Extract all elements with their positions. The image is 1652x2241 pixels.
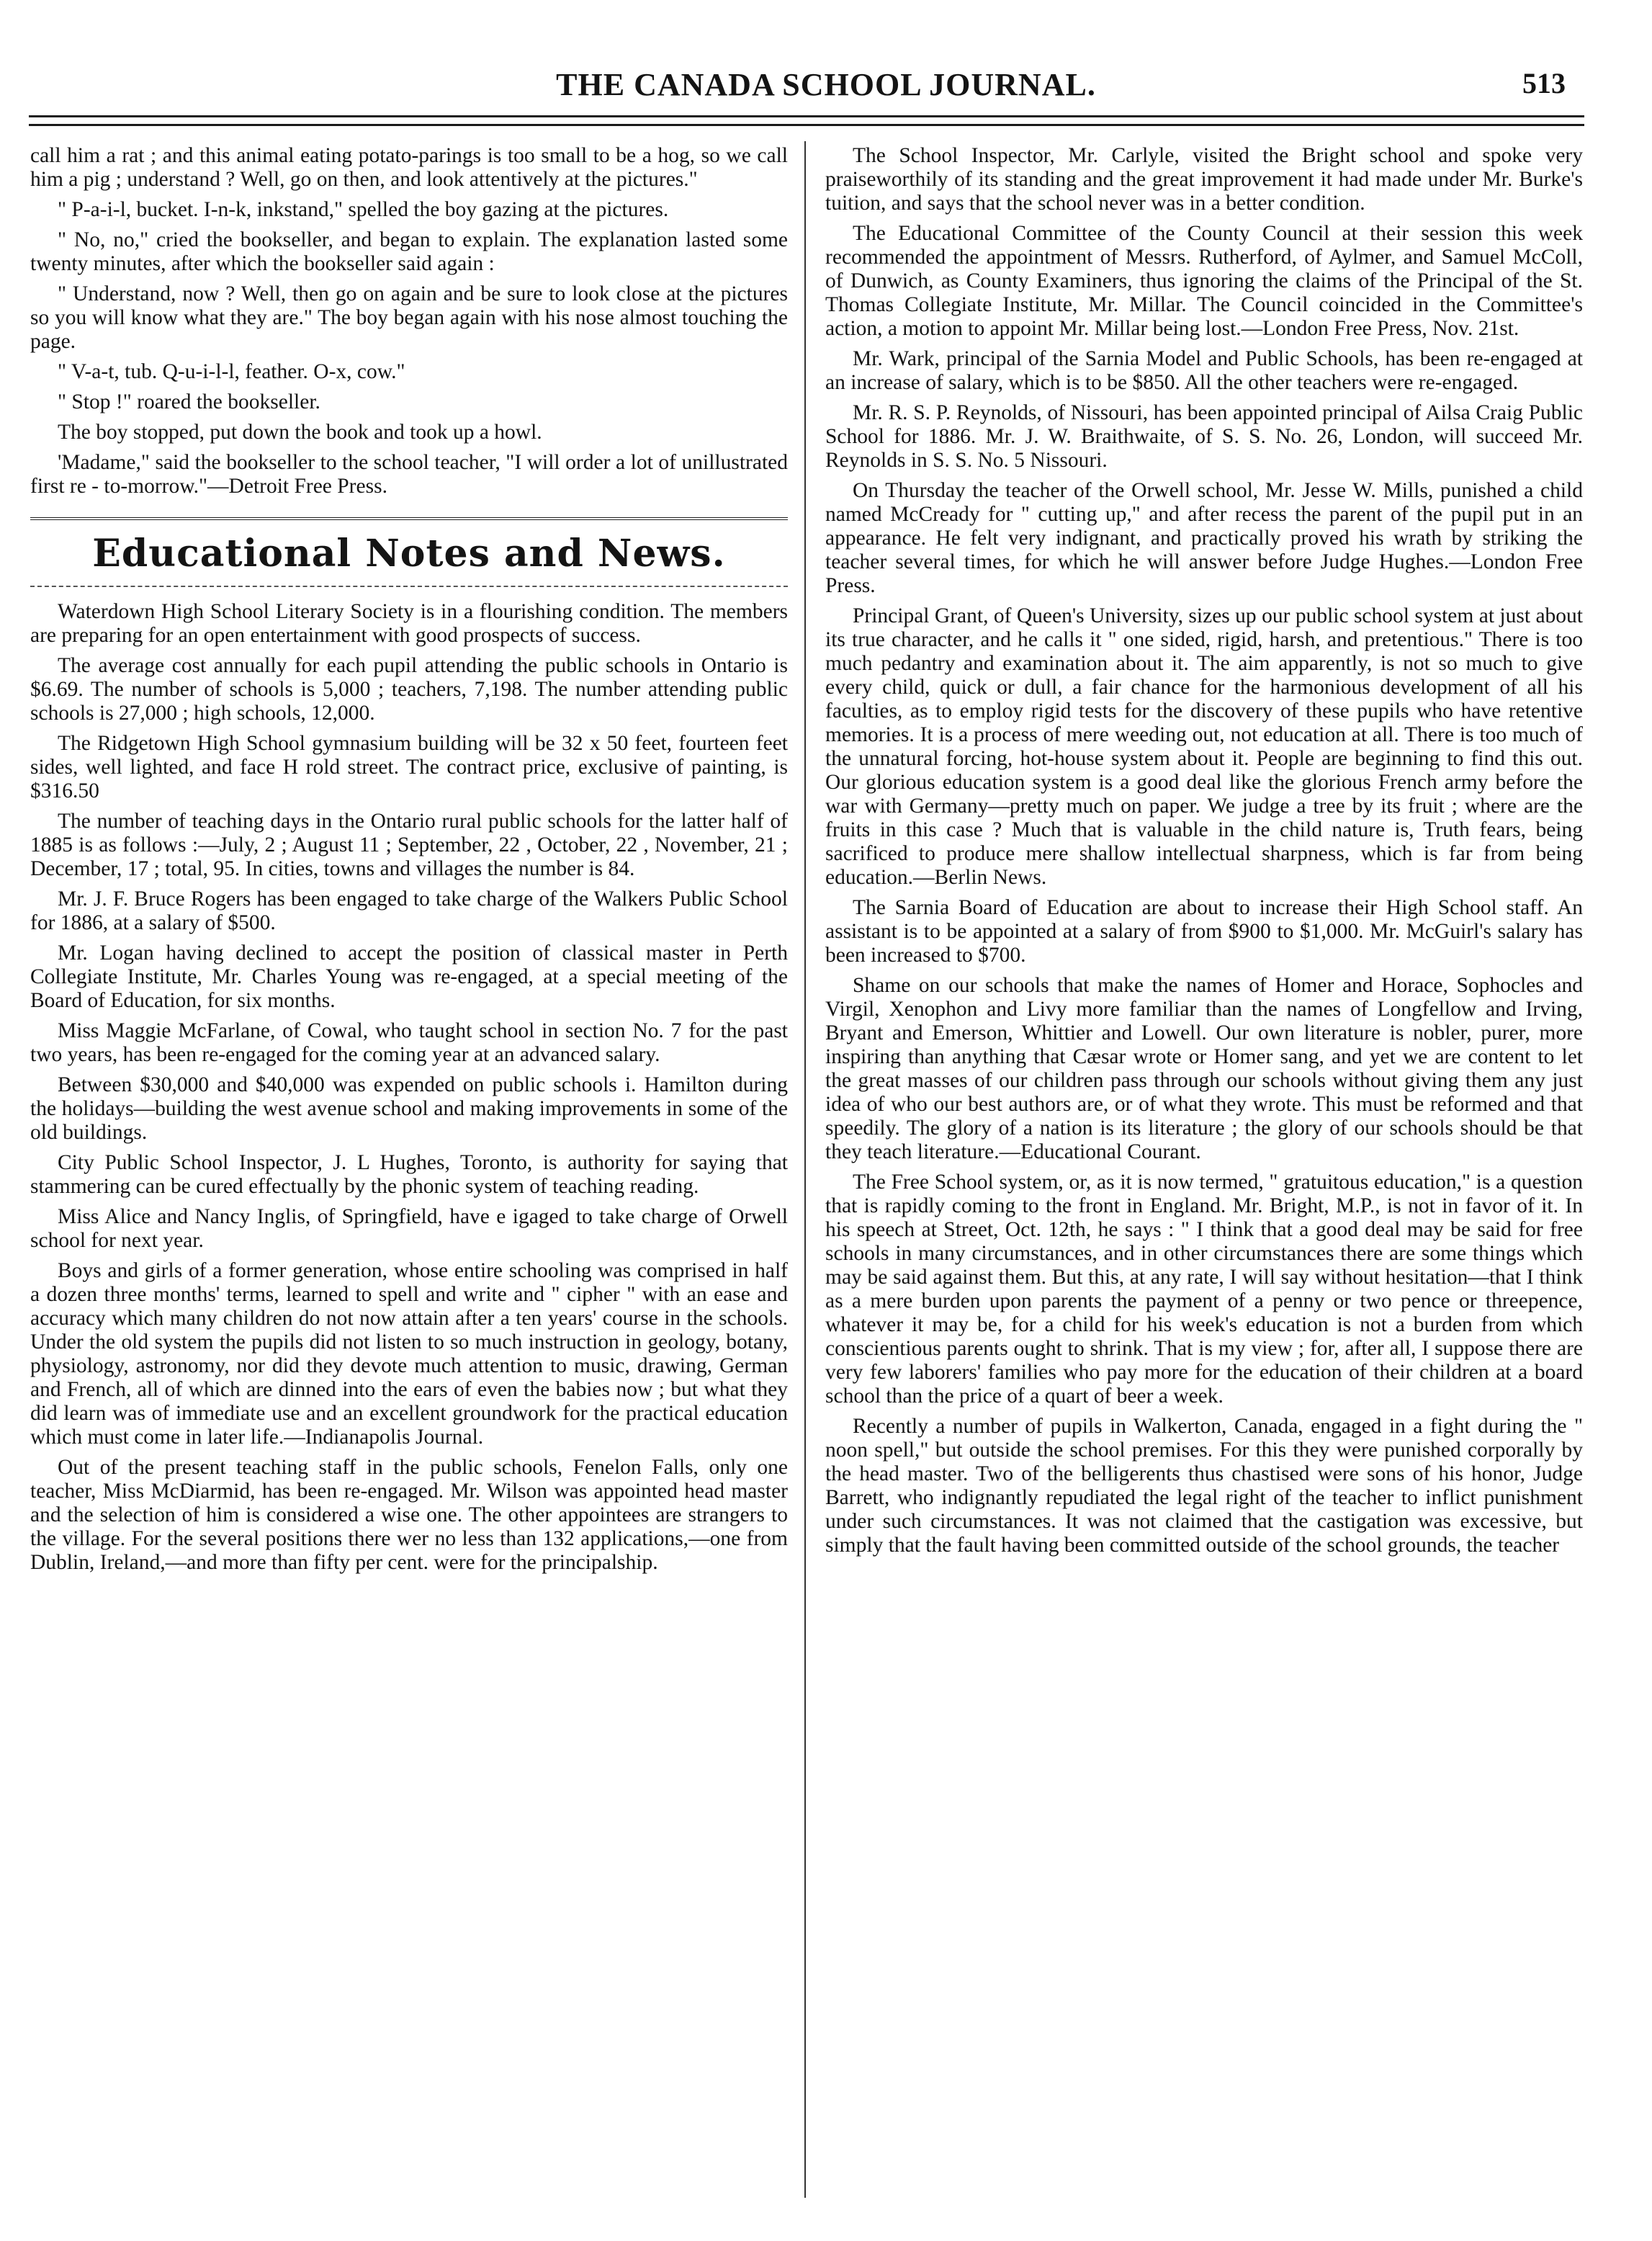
news-paragraph: The Sarnia Board of Education are about to increase their High School staff. An assistant is to be appointed at a salary of from $900 to $1,000. Mr. McGuirl's salary has been increased to $700.	[825, 896, 1583, 967]
news-paragraph: Miss Maggie McFarlane, of Cowal, who taught school in section No. 7 for the past two years, has been re-engaged for the coming year at an advanced salary.	[30, 1019, 788, 1066]
news-paragraph: Miss Alice and Nancy Inglis, of Springfield, have e igaged to take charge of Orwell school for next year.	[30, 1205, 788, 1252]
news-paragraph: Waterdown High School Literary Society is in a flourishing condition. The members are preparing for an open entertainment with good prospects of success.	[30, 600, 788, 647]
page-number: 513	[1522, 67, 1566, 99]
story-paragraph: " P-a-i-l, bucket. I-n-k, inkstand," spelled the boy gazing at the pictures.	[58, 198, 669, 221]
story-paragraph: " Stop !" roared the bookseller.	[58, 390, 320, 413]
column-divider	[804, 141, 806, 2198]
news-paragraph: The number of teaching days in the Ontario rural public schools for the latter half of 1885 is as follows :—July, 2 ; August 11 ; September, 22 , October, 22 , November, 21 ; December, 17 ; total, 95. In cities, towns and villages the number is 84.	[30, 810, 788, 880]
journal-title: THE CANADA SCHOOL JOURNAL.	[556, 67, 1096, 102]
story-continuation	[30, 144, 788, 498]
news-paragraph: Recently a number of pupils in Walkerton, Canada, engaged in a fight during the " noon spell," but outside the school premises. For this they were punished corporally by the head master. Two of the belligerents thus chastised were sons of his honor, Judge Barrett, who indignantly repudiated the legal right of the teacher to inflict punishment under such circumstances. It was not claimed that the castigation was excessive, but simply that the fault having been committed outside of the school grounds, the teacher	[825, 1415, 1583, 1557]
news-paragraph: Out of the present teaching staff in the public schools, Fenelon Falls, only one teacher, Miss McDiarmid, has been re-engaged. Mr. Wilson was appointed head master and the selection of him is considered a wise one. The other appointees are strangers to the village. For the several positions there wer no less than 132 applications,—one from Dublin, Ireland,—and more than fifty per cent. were for the principalship.	[30, 1456, 788, 1574]
news-paragraph: The average cost annually for each pupil attending the public schools in Ontario is $6.69. The number of schools is 5,000 ; teachers, 7,198. The number attending public schools is 27,000 ; high schools, 12,000.	[30, 654, 788, 725]
news-paragraph: Principal Grant, of Queen's University, sizes up our public school system at just about its true character, and he calls it " one sided, rigid, harsh, and pretentious." There is too much pedantry and examination about it. The aim apparently, is not so much to give every child, quick or dull, a fair chance for the harmonious development of all his faculties, as to employ rigid tests for the discovery of these pupils who have retentive memories. It is a process of mere weeding out, not education at all. There is too much of the unnatural forcing, hot-house system about it. People are beginning to find this out. Our glorious education system is a good deal like the glorious French army before the war with Germany—pretty much on paper. We judge a tree by its fruit ; where are the fruits in this case ? Much that is valuable in the child nature is, Truth fears, being sacrificed to produce mere shallow intellectual sharpness, which is far from being education.—Berlin News.	[825, 604, 1583, 889]
news-items	[30, 600, 788, 1575]
story-paragraph: The boy stopped, put down the book and took up a howl.	[58, 421, 542, 444]
story-paragraph: call him a rat ; and this animal eating potato-parings is too small to be a hog, so we call him a pig ; understand ? Well, go on then, and look attentively at the pictures."	[30, 144, 788, 191]
right-column	[825, 144, 1583, 1564]
news-paragraph: Between $30,000 and $40,000 was expended on public schools i. Hamilton during the holidays—building the west avenue school and making improvements in some of the old buildings.	[30, 1073, 788, 1144]
story-paragraph: 'Madame," said the bookseller to the school teacher, "I will order a lot of unillustrated first re - to-morrow."—Detroit Free Press.	[30, 451, 788, 498]
news-paragraph: Mr. Wark, principal of the Sarnia Model and Public Schools, has been re-engaged at an increase of salary, which is to be $850. All the other teachers were re-engaged.	[825, 347, 1583, 394]
section-divider	[30, 517, 788, 520]
news-paragraph: Boys and girls of a former generation, whose entire schooling was comprised in half a dozen three months' terms, learned to spell and write and " cipher " with an ease and accuracy which many children do not now attain after a ten years' course in the schools. Under the old system the pupils did not listen to so much instruction in geology, botany, physiology, astronomy, nor did they devote much attention to music, drawing, German and French, all of which are dinned into the ears of even the babies now ; but what they did learn was of immediate use and an excellent groundwork for the practical education which must come in later life.—Indianapolis Journal.	[30, 1259, 788, 1449]
heading-dash-rule	[30, 586, 788, 587]
news-paragraph: Shame on our schools that make the names of Homer and Horace, Sophocles and Virgil, Xenophon and Livy more familiar than the names of Longfellow and Irving, Bryant and Emerson, Whittier and Lowell. Our own literature is nobler, purer, more inspiring than anything that Cæsar wrote or Homer sang, and yet we are content to let the great masses of our children pass through our schools without giving them any just idea of who our best authors are, or of what they wrote. This must be reformed and that speedily. The glory of a nation is its literature ; the glory of our schools should be that they teach literature.—Educational Courant.	[825, 974, 1583, 1163]
left-column	[30, 144, 788, 1581]
news-paragraph: Mr. J. F. Bruce Rogers has been engaged to take charge of the Walkers Public School for 1886, at a salary of $500.	[30, 887, 788, 934]
story-paragraph: " V-a-t, tub. Q-u-i-l-l, feather. O-x, cow."	[58, 360, 405, 383]
news-paragraph: The School Inspector, Mr. Carlyle, visited the Bright school and spoke very praiseworthily of its standing and the great improvement it had made under Mr. Burke's tuition, and says that the school never was in a better condition.	[825, 144, 1583, 215]
header-rule-bottom	[29, 124, 1584, 126]
news-paragraph: The Free School system, or, as it is now termed, " gratuitous education," is a question that is rapidly coming to the front in England. Mr. Bright, M.P., is not in favor of it. In his speech at Street, Oct. 12th, he says : " I think that a good deal may be said for free schools in many circumstances, and in other circumstances there are some things which may be said against them. But this, at any rate, I will say without hesitation—that I think as a mere burden upon parents the payment of a penny or two pence or threepence, whatever it may be, for a child for his week's education is not a burden from which conscientious parents ought to shrink. That is my view ; for, after all, I suppose there are very few laborers' families who pay more for the education of their children at a board school than the price of a quart of beer a week.	[825, 1171, 1583, 1408]
news-paragraph: Mr. Logan having declined to accept the position of classical master in Perth Collegiate Institute, Mr. Charles Young was re-engaged, at a special meeting of the Board of Education, for six months.	[30, 941, 788, 1012]
story-paragraph: " No, no," cried the bookseller, and began to explain. The explanation lasted some twenty minutes, after which the bookseller said again :	[30, 228, 788, 275]
section-heading: Educational Notes and News.	[92, 532, 726, 576]
news-paragraph: City Public School Inspector, J. L Hughes, Toronto, is authority for saying that stammering can be cured effectually by the phonic system of teaching reading.	[30, 1151, 788, 1198]
news-paragraph: The Educational Committee of the County Council at their session this week recommended the appointment of Messrs. Rutherford, of Aylmer, and Samuel McColl, of Dunwich, as County Examiners, thus ignoring the claims of the Principal of the St. Thomas Collegiate Institute, Mr. Millar. The Council coincided in the Committee's action, a motion to appoint Mr. Millar being lost.—London Free Press, Nov. 21st.	[825, 222, 1583, 340]
news-paragraph: Mr. R. S. P. Reynolds, of Nissouri, has been appointed principal of Ailsa Craig Public School for 1886. Mr. J. W. Braithwaite, of S. S. No. 26, London, will succeed Mr. Reynolds in S. S. No. 5 Nissouri.	[825, 401, 1583, 472]
header-rule-top	[29, 115, 1584, 117]
news-paragraph: The Ridgetown High School gymnasium building will be 32 x 50 feet, fourteen feet sides, well lighted, and face H rold street. The contract price, exclusive of painting, is $316.50	[30, 732, 788, 802]
story-paragraph: " Understand, now ? Well, then go on again and be sure to look close at the pictures so you will know what they are." The boy began again with his nose almost touching the page.	[30, 282, 788, 353]
news-paragraph: On Thursday the teacher of the Orwell school, Mr. Jesse W. Mills, punished a child named McCready for " cutting up," and after recess the parent of the pupil put in an appearance. He felt very indignant, and practically proved his wrath by striking the teacher several times, for which he will answer before Judge Hughes.—London Free Press.	[825, 479, 1583, 597]
